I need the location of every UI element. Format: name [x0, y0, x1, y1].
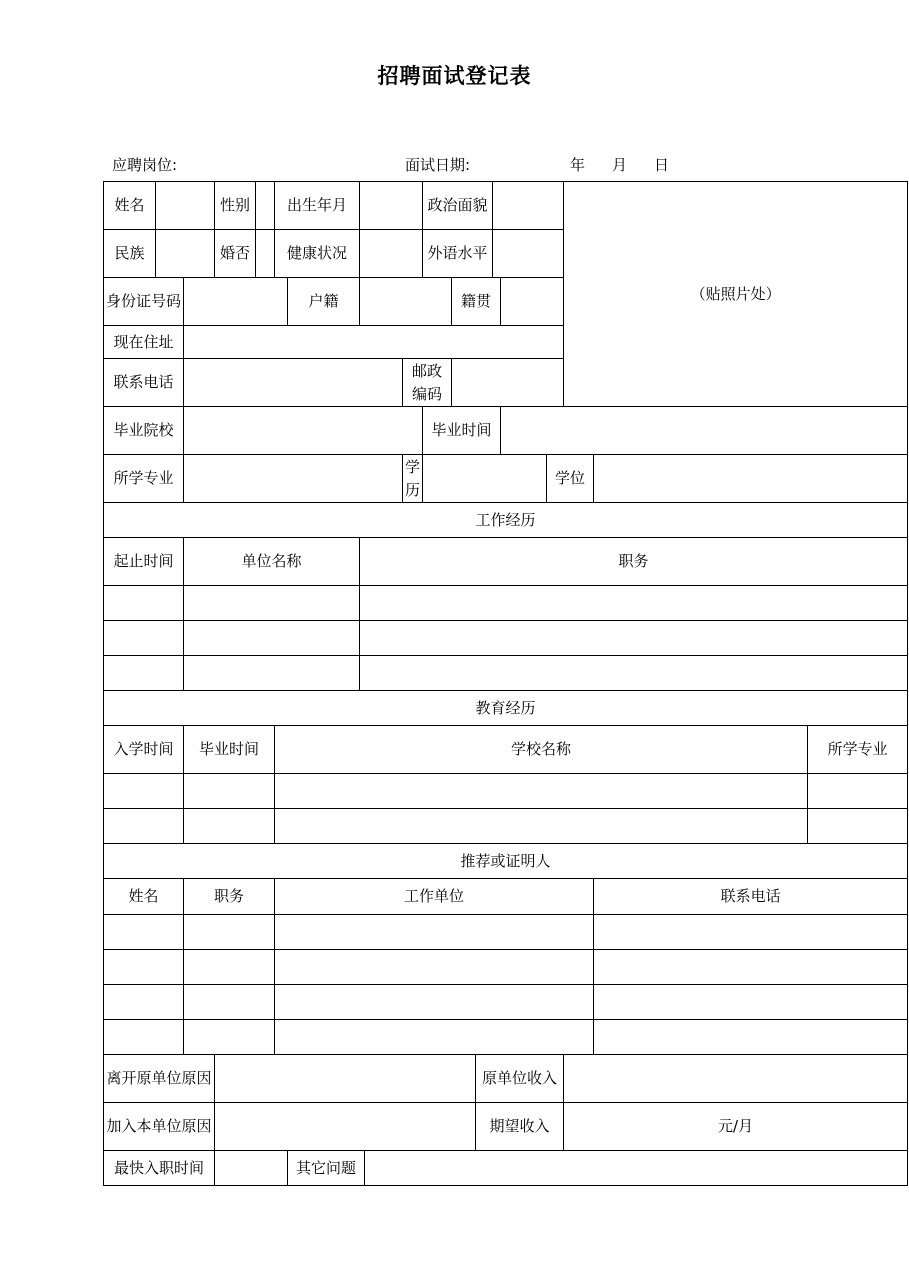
work-section-heading: 工作经历	[104, 503, 908, 538]
id-number-label: 身份证号码	[104, 278, 184, 326]
edu-row-cell[interactable]	[184, 774, 275, 809]
expected-income-label: 期望收入	[476, 1103, 564, 1151]
edu-row-cell[interactable]	[104, 809, 184, 844]
household-label: 户籍	[288, 278, 360, 326]
work-row-cell[interactable]	[104, 656, 184, 691]
ref-row-cell[interactable]	[184, 950, 275, 985]
ref-row-cell[interactable]	[275, 1020, 594, 1055]
household-input[interactable]	[360, 278, 452, 326]
work-col-company: 单位名称	[184, 538, 360, 586]
ref-col-employer: 工作单位	[275, 879, 594, 915]
leave-reason-label: 离开原单位原因	[104, 1055, 215, 1103]
health-input[interactable]	[360, 230, 423, 278]
political-input[interactable]	[493, 182, 564, 230]
leave-reason-input[interactable]	[215, 1055, 476, 1103]
ref-row-cell[interactable]	[275, 985, 594, 1020]
marital-input[interactable]	[256, 230, 275, 278]
ref-row-cell[interactable]	[275, 915, 594, 950]
grad-time-input[interactable]	[501, 407, 908, 455]
work-col-position: 职务	[360, 538, 908, 586]
gender-input[interactable]	[256, 182, 275, 230]
day-label: 日	[654, 156, 670, 174]
postcode-label: 邮政编码	[403, 359, 452, 407]
edu-row-cell[interactable]	[275, 809, 808, 844]
ref-row-cell[interactable]	[594, 985, 908, 1020]
native-place-input[interactable]	[501, 278, 594, 326]
prev-income-input[interactable]	[564, 1055, 908, 1103]
ethnicity-label: 民族	[104, 230, 156, 278]
join-reason-input[interactable]	[215, 1103, 476, 1151]
edu-row-cell[interactable]	[104, 774, 184, 809]
birth-input[interactable]	[360, 182, 423, 230]
work-row-cell[interactable]	[104, 621, 184, 656]
degree-input[interactable]	[594, 455, 908, 503]
interview-date-label: 面试日期:	[405, 156, 471, 174]
work-col-period: 起止时间	[104, 538, 184, 586]
other-input[interactable]	[365, 1151, 908, 1186]
work-row-cell[interactable]	[184, 586, 360, 621]
edu-col-start: 入学时间	[104, 726, 184, 774]
school-input[interactable]	[184, 407, 423, 455]
marital-label: 婚否	[215, 230, 256, 278]
edu-row-cell[interactable]	[808, 774, 908, 809]
ref-row-cell[interactable]	[594, 915, 908, 950]
major-input[interactable]	[184, 455, 403, 503]
month-label: 月	[612, 156, 628, 174]
edu-col-major: 所学专业	[808, 726, 908, 774]
ref-row-cell[interactable]	[104, 915, 184, 950]
native-place-label: 籍贯	[452, 278, 501, 326]
gender-label: 性别	[215, 182, 256, 230]
ref-row-cell[interactable]	[104, 1020, 184, 1055]
ref-row-cell[interactable]	[184, 915, 275, 950]
school-label: 毕业院校	[104, 407, 184, 455]
edu-col-end: 毕业时间	[184, 726, 275, 774]
edu-row-cell[interactable]	[808, 809, 908, 844]
grad-time-label: 毕业时间	[423, 407, 501, 455]
language-label: 外语水平	[423, 230, 493, 278]
work-row-cell[interactable]	[184, 656, 360, 691]
earliest-start-input[interactable]	[215, 1151, 288, 1186]
ref-row-cell[interactable]	[275, 950, 594, 985]
edu-row-cell[interactable]	[275, 774, 808, 809]
photo-area[interactable]: （贴照片处）	[564, 182, 908, 407]
health-label: 健康状况	[275, 230, 360, 278]
year-label: 年	[570, 156, 586, 174]
address-input[interactable]	[184, 326, 564, 359]
language-input[interactable]	[493, 230, 564, 278]
ref-row-cell[interactable]	[104, 985, 184, 1020]
ethnicity-input[interactable]	[156, 230, 215, 278]
other-label: 其它问题	[288, 1151, 365, 1186]
phone-input[interactable]	[184, 359, 403, 407]
education-label: 学历	[403, 455, 423, 503]
ref-section-heading: 推荐或证明人	[104, 844, 908, 879]
edu-section-heading: 教育经历	[104, 691, 908, 726]
birth-label: 出生年月	[275, 182, 360, 230]
ref-col-position: 职务	[184, 879, 275, 915]
position-label: 应聘岗位:	[112, 156, 178, 174]
ref-col-phone: 联系电话	[594, 879, 908, 915]
ref-row-cell[interactable]	[594, 1020, 908, 1055]
phone-label: 联系电话	[104, 359, 184, 407]
id-number-input[interactable]	[184, 278, 288, 326]
form-title: 招聘面试登记表	[377, 64, 532, 88]
work-row-cell[interactable]	[360, 621, 908, 656]
expected-income-unit[interactable]: 元/月	[564, 1103, 908, 1151]
work-row-cell[interactable]	[184, 621, 360, 656]
ref-row-cell[interactable]	[594, 950, 908, 985]
degree-label: 学位	[547, 455, 594, 503]
name-input[interactable]	[156, 182, 215, 230]
edu-row-cell[interactable]	[184, 809, 275, 844]
major-label: 所学专业	[104, 455, 184, 503]
ref-row-cell[interactable]	[184, 1020, 275, 1055]
work-row-cell[interactable]	[360, 656, 908, 691]
postcode-input[interactable]	[452, 359, 564, 407]
work-row-cell[interactable]	[104, 586, 184, 621]
political-label: 政治面貌	[423, 182, 493, 230]
address-label: 现在住址	[104, 326, 184, 359]
earliest-start-label: 最快入职时间	[104, 1151, 215, 1186]
ref-col-name: 姓名	[104, 879, 184, 915]
registration-table	[103, 181, 908, 1186]
join-reason-label: 加入本单位原因	[104, 1103, 215, 1151]
ref-row-cell[interactable]	[184, 985, 275, 1020]
prev-income-label: 原单位收入	[476, 1055, 564, 1103]
edu-col-school: 学校名称	[275, 726, 808, 774]
ref-row-cell[interactable]	[104, 950, 184, 985]
education-input[interactable]	[423, 455, 547, 503]
work-row-cell[interactable]	[360, 586, 908, 621]
name-label: 姓名	[104, 182, 156, 230]
